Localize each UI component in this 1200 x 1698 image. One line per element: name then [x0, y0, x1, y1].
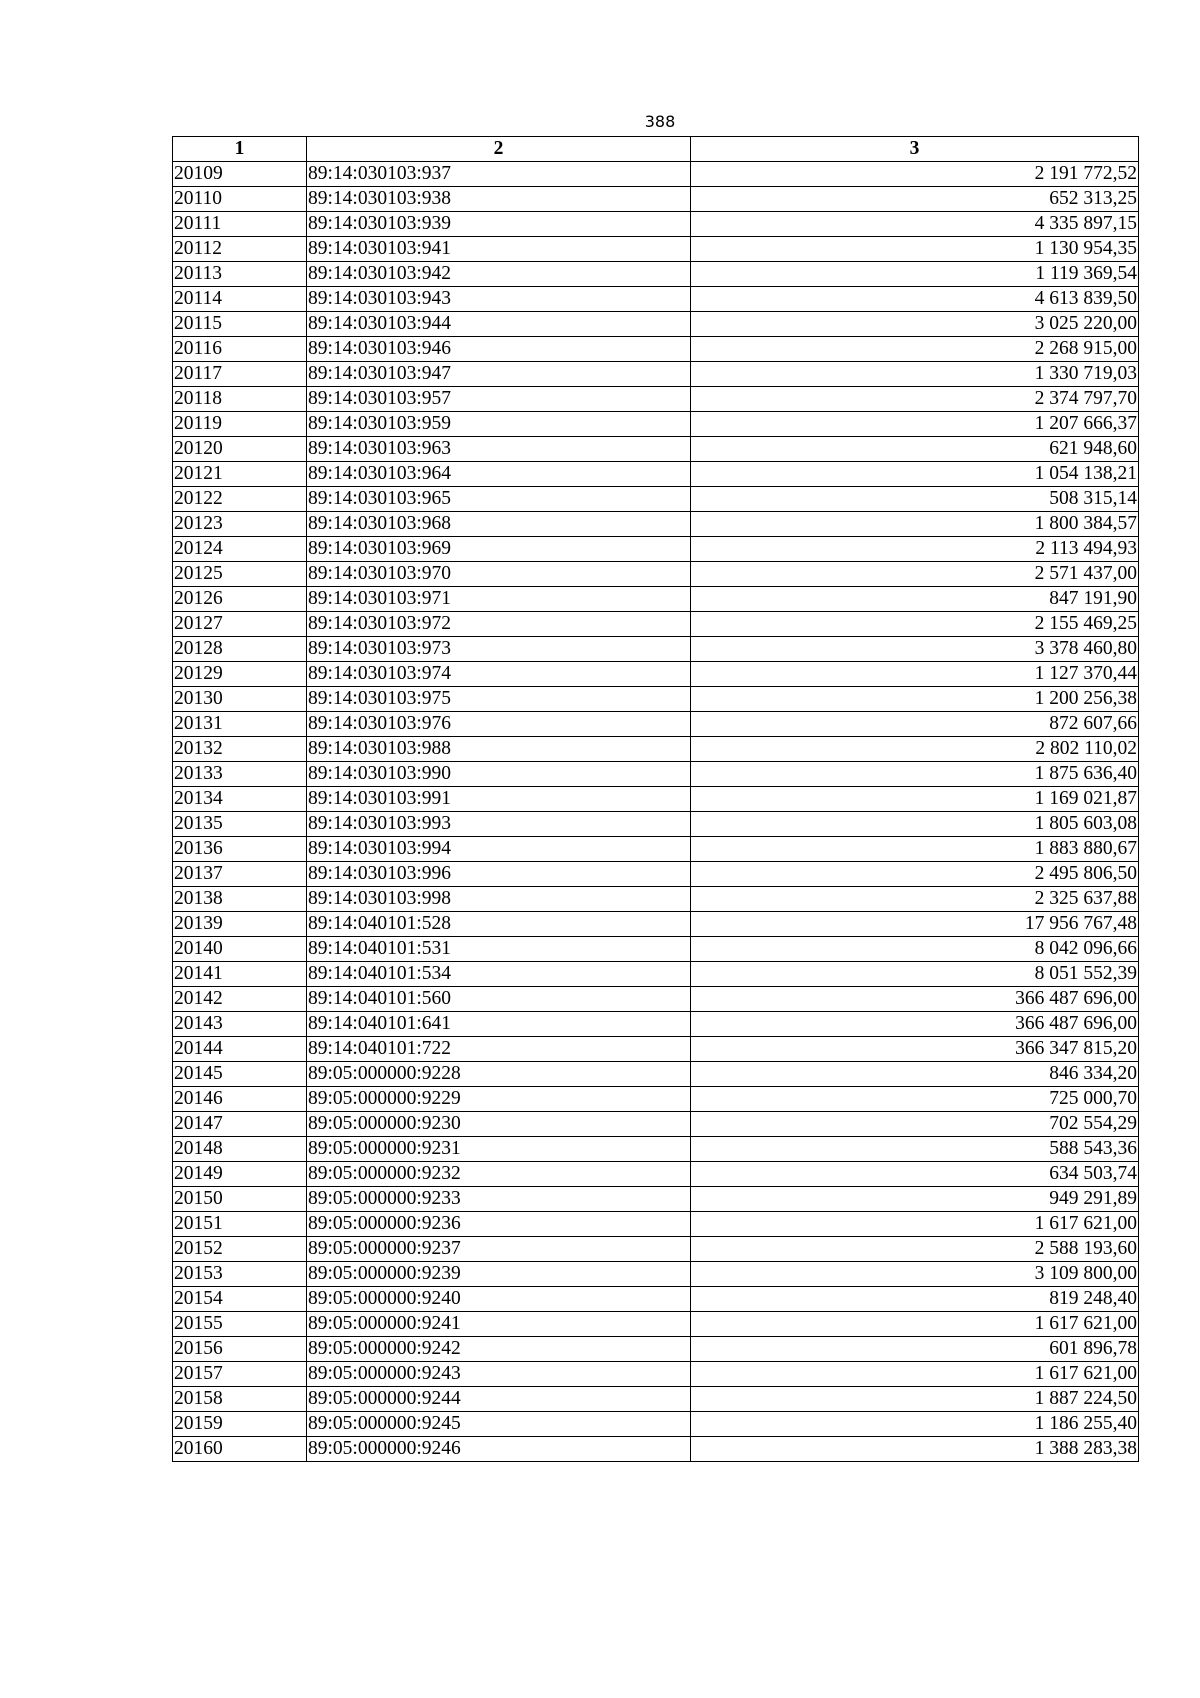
cadastral-number-cell: 89:14:030103:970	[307, 562, 691, 587]
table-row	[173, 387, 1139, 412]
cadastral-number-cell: 89:05:000000:9239	[307, 1262, 691, 1287]
table-row	[173, 1062, 1139, 1087]
cadastral-number-cell: 89:14:030103:971	[307, 587, 691, 612]
value-cell: 1 805 603,08	[691, 812, 1139, 837]
row-number-cell: 20121	[173, 462, 307, 487]
cadastral-number-cell: 89:05:000000:9244	[307, 1387, 691, 1412]
row-number-cell: 20124	[173, 537, 307, 562]
row-number-cell: 20116	[173, 337, 307, 362]
row-number-cell: 20109	[173, 162, 307, 187]
cadastral-number-cell: 89:14:030103:991	[307, 787, 691, 812]
value-cell: 846 334,20	[691, 1062, 1139, 1087]
column-header-1: 1	[173, 137, 307, 162]
row-number-cell: 20160	[173, 1437, 307, 1462]
row-number-cell: 20155	[173, 1312, 307, 1337]
cadastral-number-cell: 89:05:000000:9236	[307, 1212, 691, 1237]
table-row	[173, 187, 1139, 212]
table-row	[173, 262, 1139, 287]
table-row	[173, 562, 1139, 587]
cadastral-number-cell: 89:05:000000:9241	[307, 1312, 691, 1337]
row-number-cell: 20133	[173, 762, 307, 787]
cadastral-number-cell: 89:14:030103:943	[307, 287, 691, 312]
row-number-cell: 20144	[173, 1037, 307, 1062]
cadastral-number-cell: 89:14:040101:641	[307, 1012, 691, 1037]
cadastral-number-cell: 89:14:030103:946	[307, 337, 691, 362]
value-cell: 601 896,78	[691, 1337, 1139, 1362]
value-cell: 4 335 897,15	[691, 212, 1139, 237]
table-row	[173, 1287, 1139, 1312]
table-row	[173, 612, 1139, 637]
table-row	[173, 1362, 1139, 1387]
table-row	[173, 1087, 1139, 1112]
table-row	[173, 1137, 1139, 1162]
value-cell: 508 315,14	[691, 487, 1139, 512]
table-row	[173, 812, 1139, 837]
row-number-cell: 20141	[173, 962, 307, 987]
value-cell: 702 554,29	[691, 1112, 1139, 1137]
cadastral-number-cell: 89:05:000000:9233	[307, 1187, 691, 1212]
row-number-cell: 20154	[173, 1287, 307, 1312]
value-cell: 1 617 621,00	[691, 1312, 1139, 1337]
table-row	[173, 1387, 1139, 1412]
cadastral-number-cell: 89:05:000000:9230	[307, 1112, 691, 1137]
table-row	[173, 887, 1139, 912]
value-cell: 872 607,66	[691, 712, 1139, 737]
table-row	[173, 662, 1139, 687]
cadastral-number-cell: 89:05:000000:9229	[307, 1087, 691, 1112]
header-row	[173, 137, 1139, 162]
value-cell: 819 248,40	[691, 1287, 1139, 1312]
value-cell: 1 617 621,00	[691, 1362, 1139, 1387]
cadastral-number-cell: 89:05:000000:9245	[307, 1412, 691, 1437]
row-number-cell: 20157	[173, 1362, 307, 1387]
cadastral-number-cell: 89:14:030103:975	[307, 687, 691, 712]
table-row	[173, 637, 1139, 662]
value-cell: 8 051 552,39	[691, 962, 1139, 987]
table-row	[173, 487, 1139, 512]
value-cell: 2 802 110,02	[691, 737, 1139, 762]
value-cell: 634 503,74	[691, 1162, 1139, 1187]
value-cell: 1 875 636,40	[691, 762, 1139, 787]
value-cell: 1 887 224,50	[691, 1387, 1139, 1412]
row-number-cell: 20138	[173, 887, 307, 912]
value-cell: 2 268 915,00	[691, 337, 1139, 362]
row-number-cell: 20119	[173, 412, 307, 437]
column-header-3: 3	[691, 137, 1139, 162]
value-cell: 1 800 384,57	[691, 512, 1139, 537]
value-cell: 725 000,70	[691, 1087, 1139, 1112]
table-row	[173, 1212, 1139, 1237]
cadastral-number-cell: 89:14:030103:974	[307, 662, 691, 687]
row-number-cell: 20125	[173, 562, 307, 587]
row-number-cell: 20150	[173, 1187, 307, 1212]
value-cell: 1 330 719,03	[691, 362, 1139, 387]
value-cell: 2 588 193,60	[691, 1237, 1139, 1262]
value-cell: 3 109 800,00	[691, 1262, 1139, 1287]
table-row	[173, 687, 1139, 712]
table-row	[173, 312, 1139, 337]
value-cell: 1 207 666,37	[691, 412, 1139, 437]
row-number-cell: 20136	[173, 837, 307, 862]
cadastral-number-cell: 89:14:030103:937	[307, 162, 691, 187]
cadastral-number-cell: 89:14:030103:959	[307, 412, 691, 437]
cadastral-number-cell: 89:05:000000:9246	[307, 1437, 691, 1462]
row-number-cell: 20120	[173, 437, 307, 462]
cadastral-number-cell: 89:14:030103:938	[307, 187, 691, 212]
table-row	[173, 437, 1139, 462]
table-row	[173, 1437, 1139, 1462]
row-number-cell: 20139	[173, 912, 307, 937]
row-number-cell: 20156	[173, 1337, 307, 1362]
value-cell: 2 571 437,00	[691, 562, 1139, 587]
cadastral-number-cell: 89:14:030103:998	[307, 887, 691, 912]
row-number-cell: 20142	[173, 987, 307, 1012]
value-cell: 2 155 469,25	[691, 612, 1139, 637]
row-number-cell: 20123	[173, 512, 307, 537]
table-row	[173, 837, 1139, 862]
cadastral-number-cell: 89:14:030103:993	[307, 812, 691, 837]
row-number-cell: 20148	[173, 1137, 307, 1162]
value-cell: 2 495 806,50	[691, 862, 1139, 887]
cadastral-number-cell: 89:05:000000:9231	[307, 1137, 691, 1162]
table-header	[173, 137, 1139, 162]
column-header-2: 2	[307, 137, 691, 162]
row-number-cell: 20151	[173, 1212, 307, 1237]
table-row	[173, 287, 1139, 312]
cadastral-number-cell: 89:14:030103:968	[307, 512, 691, 537]
value-cell: 366 347 815,20	[691, 1037, 1139, 1062]
row-number-cell: 20131	[173, 712, 307, 737]
cadastral-number-cell: 89:14:030103:957	[307, 387, 691, 412]
row-number-cell: 20140	[173, 937, 307, 962]
cadastral-number-cell: 89:14:030103:976	[307, 712, 691, 737]
registry-table	[172, 136, 1139, 1462]
row-number-cell: 20143	[173, 1012, 307, 1037]
table-row	[173, 1312, 1139, 1337]
value-cell: 3 025 220,00	[691, 312, 1139, 337]
cadastral-number-cell: 89:14:030103:947	[307, 362, 691, 387]
row-number-cell: 20134	[173, 787, 307, 812]
cadastral-number-cell: 89:14:040101:534	[307, 962, 691, 987]
table-row	[173, 1237, 1139, 1262]
row-number-cell: 20114	[173, 287, 307, 312]
table-row	[173, 862, 1139, 887]
row-number-cell: 20128	[173, 637, 307, 662]
table-row	[173, 912, 1139, 937]
cadastral-number-cell: 89:14:030103:969	[307, 537, 691, 562]
value-cell: 2 374 797,70	[691, 387, 1139, 412]
cadastral-number-cell: 89:14:040101:722	[307, 1037, 691, 1062]
value-cell: 4 613 839,50	[691, 287, 1139, 312]
value-cell: 8 042 096,66	[691, 937, 1139, 962]
table-row	[173, 162, 1139, 187]
value-cell: 2 191 772,52	[691, 162, 1139, 187]
table-row	[173, 787, 1139, 812]
cadastral-number-cell: 89:05:000000:9232	[307, 1162, 691, 1187]
table-row	[173, 212, 1139, 237]
value-cell: 1 169 021,87	[691, 787, 1139, 812]
table-row	[173, 1412, 1139, 1437]
value-cell: 366 487 696,00	[691, 987, 1139, 1012]
row-number-cell: 20149	[173, 1162, 307, 1187]
value-cell: 1 388 283,38	[691, 1437, 1139, 1462]
row-number-cell: 20145	[173, 1062, 307, 1087]
table-row	[173, 462, 1139, 487]
value-cell: 1 130 954,35	[691, 237, 1139, 262]
table-row	[173, 512, 1139, 537]
row-number-cell: 20110	[173, 187, 307, 212]
row-number-cell: 20113	[173, 262, 307, 287]
row-number-cell: 20118	[173, 387, 307, 412]
row-number-cell: 20126	[173, 587, 307, 612]
table-row	[173, 712, 1139, 737]
table-row	[173, 1037, 1139, 1062]
value-cell: 1 200 256,38	[691, 687, 1139, 712]
cadastral-number-cell: 89:14:030103:972	[307, 612, 691, 637]
cadastral-number-cell: 89:14:030103:990	[307, 762, 691, 787]
cadastral-number-cell: 89:14:030103:996	[307, 862, 691, 887]
table-row	[173, 737, 1139, 762]
cadastral-number-cell: 89:14:040101:531	[307, 937, 691, 962]
cadastral-number-cell: 89:14:040101:528	[307, 912, 691, 937]
value-cell: 588 543,36	[691, 1137, 1139, 1162]
table-row	[173, 1112, 1139, 1137]
cadastral-number-cell: 89:05:000000:9240	[307, 1287, 691, 1312]
cadastral-number-cell: 89:14:030103:942	[307, 262, 691, 287]
row-number-cell: 20112	[173, 237, 307, 262]
cadastral-number-cell: 89:14:030103:988	[307, 737, 691, 762]
table-row	[173, 1162, 1139, 1187]
table-body	[173, 162, 1139, 1462]
value-cell: 847 191,90	[691, 587, 1139, 612]
row-number-cell: 20129	[173, 662, 307, 687]
row-number-cell: 20137	[173, 862, 307, 887]
row-number-cell: 20158	[173, 1387, 307, 1412]
table-row	[173, 537, 1139, 562]
row-number-cell: 20153	[173, 1262, 307, 1287]
cadastral-number-cell: 89:14:030103:963	[307, 437, 691, 462]
table-row	[173, 987, 1139, 1012]
table-row	[173, 412, 1139, 437]
table-row	[173, 337, 1139, 362]
cadastral-number-cell: 89:14:030103:994	[307, 837, 691, 862]
table-row	[173, 962, 1139, 987]
table-row	[173, 762, 1139, 787]
value-cell: 652 313,25	[691, 187, 1139, 212]
table-row	[173, 587, 1139, 612]
row-number-cell: 20115	[173, 312, 307, 337]
table-row	[173, 237, 1139, 262]
value-cell: 366 487 696,00	[691, 1012, 1139, 1037]
table-row	[173, 1262, 1139, 1287]
value-cell: 621 948,60	[691, 437, 1139, 462]
cadastral-number-cell: 89:14:030103:964	[307, 462, 691, 487]
value-cell: 1 054 138,21	[691, 462, 1139, 487]
row-number-cell: 20132	[173, 737, 307, 762]
value-cell: 2 325 637,88	[691, 887, 1139, 912]
row-number-cell: 20135	[173, 812, 307, 837]
row-number-cell: 20146	[173, 1087, 307, 1112]
table-row	[173, 1337, 1139, 1362]
page-number: 388	[644, 112, 676, 131]
row-number-cell: 20159	[173, 1412, 307, 1437]
table-row	[173, 937, 1139, 962]
value-cell: 1 186 255,40	[691, 1412, 1139, 1437]
value-cell: 949 291,89	[691, 1187, 1139, 1212]
cadastral-number-cell: 89:05:000000:9243	[307, 1362, 691, 1387]
value-cell: 2 113 494,93	[691, 537, 1139, 562]
value-cell: 3 378 460,80	[691, 637, 1139, 662]
table-row	[173, 362, 1139, 387]
value-cell: 1 617 621,00	[691, 1212, 1139, 1237]
row-number-cell: 20152	[173, 1237, 307, 1262]
cadastral-number-cell: 89:14:030103:944	[307, 312, 691, 337]
row-number-cell: 20111	[173, 212, 307, 237]
row-number-cell: 20147	[173, 1112, 307, 1137]
value-cell: 1 883 880,67	[691, 837, 1139, 862]
value-cell: 17 956 767,48	[691, 912, 1139, 937]
cadastral-number-cell: 89:14:030103:973	[307, 637, 691, 662]
value-cell: 1 127 370,44	[691, 662, 1139, 687]
cadastral-number-cell: 89:14:030103:939	[307, 212, 691, 237]
cadastral-number-cell: 89:05:000000:9228	[307, 1062, 691, 1087]
table-row	[173, 1012, 1139, 1037]
row-number-cell: 20130	[173, 687, 307, 712]
cadastral-number-cell: 89:14:030103:965	[307, 487, 691, 512]
cadastral-number-cell: 89:14:030103:941	[307, 237, 691, 262]
row-number-cell: 20117	[173, 362, 307, 387]
value-cell: 1 119 369,54	[691, 262, 1139, 287]
row-number-cell: 20122	[173, 487, 307, 512]
cadastral-number-cell: 89:14:040101:560	[307, 987, 691, 1012]
cadastral-number-cell: 89:05:000000:9237	[307, 1237, 691, 1262]
table-row	[173, 1187, 1139, 1212]
cadastral-number-cell: 89:05:000000:9242	[307, 1337, 691, 1362]
row-number-cell: 20127	[173, 612, 307, 637]
